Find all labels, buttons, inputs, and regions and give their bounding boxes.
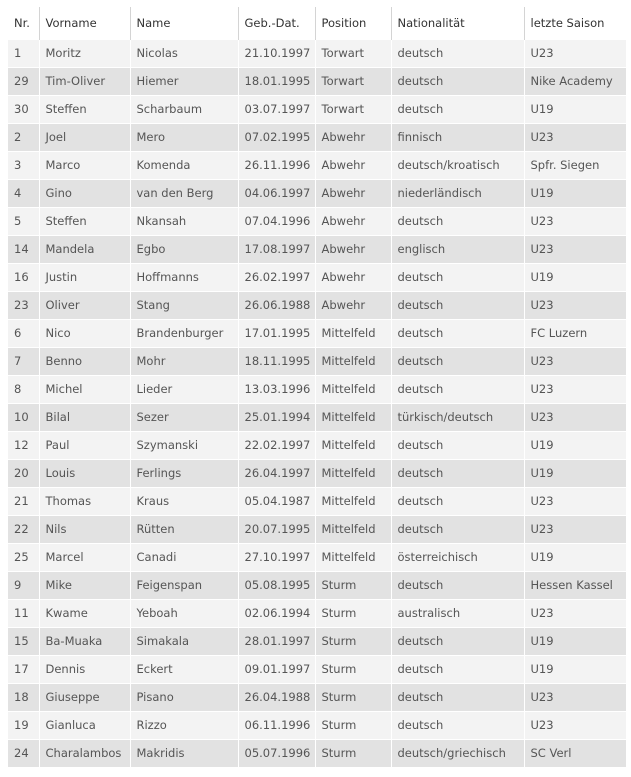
cell-position: Abwehr [315, 207, 391, 235]
table-header [8, 7, 626, 39]
cell-vorname: Steffen [39, 95, 130, 123]
cell-name: Eckert [130, 655, 238, 683]
table-row [8, 599, 626, 627]
cell-name: Stang [130, 291, 238, 319]
cell-nationalitaet: deutsch [391, 95, 524, 123]
column-header-nr: Nr. [8, 7, 39, 39]
cell-letzte-saison: Nike Academy [524, 67, 626, 95]
column-header-position: Position [315, 7, 391, 39]
cell-position: Mittelfeld [315, 431, 391, 459]
cell-name: Sezer [130, 403, 238, 431]
table-row [8, 683, 626, 711]
cell-nationalitaet: niederländisch [391, 179, 524, 207]
cell-letzte-saison: U23 [524, 515, 626, 543]
cell-name: Simakala [130, 627, 238, 655]
cell-nationalitaet: deutsch [391, 39, 524, 67]
cell-nr: 3 [8, 151, 39, 179]
cell-name: Canadi [130, 543, 238, 571]
cell-geb-dat: 26.04.1988 [238, 683, 315, 711]
cell-vorname: Tim-Oliver [39, 67, 130, 95]
cell-letzte-saison: U23 [524, 207, 626, 235]
cell-letzte-saison: U23 [524, 403, 626, 431]
cell-geb-dat: 25.01.1994 [238, 403, 315, 431]
table-row [8, 375, 626, 403]
table-body [8, 39, 626, 767]
cell-position: Sturm [315, 683, 391, 711]
cell-geb-dat: 28.01.1997 [238, 627, 315, 655]
cell-name: Yeboah [130, 599, 238, 627]
cell-position: Mittelfeld [315, 347, 391, 375]
cell-vorname: Benno [39, 347, 130, 375]
cell-nr: 24 [8, 739, 39, 767]
cell-nationalitaet: deutsch [391, 291, 524, 319]
table-row [8, 123, 626, 151]
column-header-geb-dat: Geb.-Dat. [238, 7, 315, 39]
cell-letzte-saison: U23 [524, 599, 626, 627]
cell-vorname: Joel [39, 123, 130, 151]
cell-name: Makridis [130, 739, 238, 767]
cell-position: Abwehr [315, 291, 391, 319]
cell-position: Torwart [315, 67, 391, 95]
cell-letzte-saison: U19 [524, 459, 626, 487]
cell-letzte-saison: U19 [524, 179, 626, 207]
cell-letzte-saison: U19 [524, 627, 626, 655]
cell-nationalitaet: deutsch [391, 711, 524, 739]
table-row [8, 403, 626, 431]
cell-geb-dat: 22.02.1997 [238, 431, 315, 459]
cell-letzte-saison: U23 [524, 683, 626, 711]
cell-letzte-saison: Hessen Kassel [524, 571, 626, 599]
table-row [8, 627, 626, 655]
cell-vorname: Dennis [39, 655, 130, 683]
cell-nationalitaet: deutsch [391, 375, 524, 403]
cell-position: Abwehr [315, 123, 391, 151]
cell-vorname: Marcel [39, 543, 130, 571]
cell-nr: 4 [8, 179, 39, 207]
cell-name: Scharbaum [130, 95, 238, 123]
table-row [8, 347, 626, 375]
cell-nationalitaet: deutsch [391, 207, 524, 235]
cell-name: Komenda [130, 151, 238, 179]
cell-vorname: Oliver [39, 291, 130, 319]
cell-nationalitaet: deutsch [391, 67, 524, 95]
cell-nr: 6 [8, 319, 39, 347]
cell-geb-dat: 18.11.1995 [238, 347, 315, 375]
cell-geb-dat: 05.07.1996 [238, 739, 315, 767]
cell-nr: 22 [8, 515, 39, 543]
table-row [8, 95, 626, 123]
cell-position: Abwehr [315, 235, 391, 263]
table-row [8, 543, 626, 571]
cell-letzte-saison: U23 [524, 487, 626, 515]
cell-name: Brandenburger [130, 319, 238, 347]
cell-name: Ferlings [130, 459, 238, 487]
column-header-letzte-saison: letzte Saison [524, 7, 626, 39]
cell-geb-dat: 09.01.1997 [238, 655, 315, 683]
cell-geb-dat: 04.06.1997 [238, 179, 315, 207]
cell-nr: 23 [8, 291, 39, 319]
cell-vorname: Marco [39, 151, 130, 179]
cell-nationalitaet: finnisch [391, 123, 524, 151]
cell-letzte-saison: U23 [524, 123, 626, 151]
cell-letzte-saison: U19 [524, 543, 626, 571]
cell-vorname: Justin [39, 263, 130, 291]
cell-name: Mero [130, 123, 238, 151]
table-row [8, 487, 626, 515]
cell-position: Sturm [315, 599, 391, 627]
cell-geb-dat: 06.11.1996 [238, 711, 315, 739]
cell-letzte-saison: U19 [524, 655, 626, 683]
cell-nationalitaet: englisch [391, 235, 524, 263]
cell-name: Rizzo [130, 711, 238, 739]
cell-letzte-saison: U19 [524, 431, 626, 459]
cell-vorname: Kwame [39, 599, 130, 627]
cell-vorname: Steffen [39, 207, 130, 235]
cell-position: Sturm [315, 571, 391, 599]
cell-name: Rütten [130, 515, 238, 543]
cell-letzte-saison: FC Luzern [524, 319, 626, 347]
cell-position: Abwehr [315, 179, 391, 207]
cell-nationalitaet: deutsch [391, 431, 524, 459]
cell-geb-dat: 27.10.1997 [238, 543, 315, 571]
cell-nationalitaet: deutsch [391, 683, 524, 711]
cell-name: Hiemer [130, 67, 238, 95]
cell-geb-dat: 18.01.1995 [238, 67, 315, 95]
cell-nr: 30 [8, 95, 39, 123]
cell-letzte-saison: U23 [524, 347, 626, 375]
table-row [8, 739, 626, 767]
cell-nr: 10 [8, 403, 39, 431]
table-row [8, 235, 626, 263]
table-row [8, 179, 626, 207]
cell-geb-dat: 20.07.1995 [238, 515, 315, 543]
cell-letzte-saison: U23 [524, 39, 626, 67]
cell-vorname: Thomas [39, 487, 130, 515]
cell-geb-dat: 13.03.1996 [238, 375, 315, 403]
cell-letzte-saison: U19 [524, 95, 626, 123]
cell-vorname: Nils [39, 515, 130, 543]
cell-nr: 12 [8, 431, 39, 459]
cell-nationalitaet: türkisch/deutsch [391, 403, 524, 431]
cell-geb-dat: 03.07.1997 [238, 95, 315, 123]
cell-position: Mittelfeld [315, 375, 391, 403]
cell-geb-dat: 17.08.1997 [238, 235, 315, 263]
cell-letzte-saison: U23 [524, 235, 626, 263]
table-row [8, 151, 626, 179]
cell-vorname: Nico [39, 319, 130, 347]
cell-geb-dat: 07.02.1995 [238, 123, 315, 151]
cell-position: Mittelfeld [315, 319, 391, 347]
cell-letzte-saison: Spfr. Siegen [524, 151, 626, 179]
cell-vorname: Bilal [39, 403, 130, 431]
cell-name: Egbo [130, 235, 238, 263]
cell-vorname: Louis [39, 459, 130, 487]
cell-name: Feigenspan [130, 571, 238, 599]
cell-nr: 19 [8, 711, 39, 739]
cell-nr: 20 [8, 459, 39, 487]
cell-position: Mittelfeld [315, 459, 391, 487]
cell-vorname: Gino [39, 179, 130, 207]
cell-nationalitaet: deutsch [391, 263, 524, 291]
cell-nationalitaet: österreichisch [391, 543, 524, 571]
cell-position: Abwehr [315, 151, 391, 179]
cell-position: Sturm [315, 711, 391, 739]
cell-position: Torwart [315, 95, 391, 123]
table-row [8, 291, 626, 319]
table-row [8, 263, 626, 291]
cell-nationalitaet: deutsch [391, 319, 524, 347]
squad-table-container [8, 7, 626, 767]
cell-geb-dat: 26.11.1996 [238, 151, 315, 179]
cell-geb-dat: 21.10.1997 [238, 39, 315, 67]
cell-name: Mohr [130, 347, 238, 375]
cell-letzte-saison: U23 [524, 711, 626, 739]
cell-nationalitaet: deutsch [391, 487, 524, 515]
cell-name: Kraus [130, 487, 238, 515]
cell-position: Mittelfeld [315, 403, 391, 431]
cell-nr: 16 [8, 263, 39, 291]
cell-position: Sturm [315, 627, 391, 655]
cell-name: Szymanski [130, 431, 238, 459]
cell-name: Hoffmanns [130, 263, 238, 291]
column-header-name: Name [130, 7, 238, 39]
cell-name: Pisano [130, 683, 238, 711]
cell-geb-dat: 26.04.1997 [238, 459, 315, 487]
cell-nr: 2 [8, 123, 39, 151]
cell-nr: 11 [8, 599, 39, 627]
cell-geb-dat: 07.04.1996 [238, 207, 315, 235]
cell-letzte-saison: U19 [524, 263, 626, 291]
table-row [8, 571, 626, 599]
table-row [8, 655, 626, 683]
cell-position: Abwehr [315, 263, 391, 291]
cell-vorname: Gianluca [39, 711, 130, 739]
cell-name: Lieder [130, 375, 238, 403]
cell-nationalitaet: australisch [391, 599, 524, 627]
cell-letzte-saison: U23 [524, 375, 626, 403]
cell-nr: 17 [8, 655, 39, 683]
cell-nr: 8 [8, 375, 39, 403]
cell-vorname: Paul [39, 431, 130, 459]
cell-nationalitaet: deutsch [391, 459, 524, 487]
cell-position: Mittelfeld [315, 543, 391, 571]
squad-table [8, 7, 626, 767]
cell-geb-dat: 17.01.1995 [238, 319, 315, 347]
cell-nationalitaet: deutsch [391, 571, 524, 599]
cell-nr: 1 [8, 39, 39, 67]
cell-nr: 25 [8, 543, 39, 571]
table-row [8, 67, 626, 95]
cell-nr: 5 [8, 207, 39, 235]
cell-vorname: Michel [39, 375, 130, 403]
cell-position: Mittelfeld [315, 515, 391, 543]
cell-geb-dat: 26.02.1997 [238, 263, 315, 291]
table-row [8, 431, 626, 459]
cell-position: Torwart [315, 39, 391, 67]
cell-vorname: Charalambos [39, 739, 130, 767]
cell-nr: 18 [8, 683, 39, 711]
cell-nationalitaet: deutsch [391, 347, 524, 375]
cell-letzte-saison: SC Verl [524, 739, 626, 767]
table-row [8, 319, 626, 347]
column-header-nationalitaet: Nationalität [391, 7, 524, 39]
cell-position: Sturm [315, 655, 391, 683]
cell-nr: 29 [8, 67, 39, 95]
cell-vorname: Mandela [39, 235, 130, 263]
cell-name: Nkansah [130, 207, 238, 235]
cell-nr: 9 [8, 571, 39, 599]
cell-vorname: Giuseppe [39, 683, 130, 711]
cell-name: van den Berg [130, 179, 238, 207]
cell-vorname: Moritz [39, 39, 130, 67]
cell-nr: 14 [8, 235, 39, 263]
cell-position: Sturm [315, 739, 391, 767]
cell-letzte-saison: U23 [524, 291, 626, 319]
cell-nationalitaet: deutsch [391, 515, 524, 543]
cell-nationalitaet: deutsch [391, 627, 524, 655]
table-row [8, 207, 626, 235]
cell-geb-dat: 02.06.1994 [238, 599, 315, 627]
cell-vorname: Ba-Muaka [39, 627, 130, 655]
cell-geb-dat: 05.04.1987 [238, 487, 315, 515]
cell-vorname: Mike [39, 571, 130, 599]
table-row [8, 459, 626, 487]
cell-nationalitaet: deutsch/kroatisch [391, 151, 524, 179]
cell-nationalitaet: deutsch [391, 655, 524, 683]
column-header-vorname: Vorname [39, 7, 130, 39]
table-row [8, 39, 626, 67]
cell-position: Mittelfeld [315, 487, 391, 515]
cell-nationalitaet: deutsch/griechisch [391, 739, 524, 767]
cell-name: Nicolas [130, 39, 238, 67]
cell-geb-dat: 26.06.1988 [238, 291, 315, 319]
cell-nr: 15 [8, 627, 39, 655]
cell-nr: 21 [8, 487, 39, 515]
cell-geb-dat: 05.08.1995 [238, 571, 315, 599]
cell-nr: 7 [8, 347, 39, 375]
table-row [8, 515, 626, 543]
header-row [8, 7, 626, 39]
table-row [8, 711, 626, 739]
